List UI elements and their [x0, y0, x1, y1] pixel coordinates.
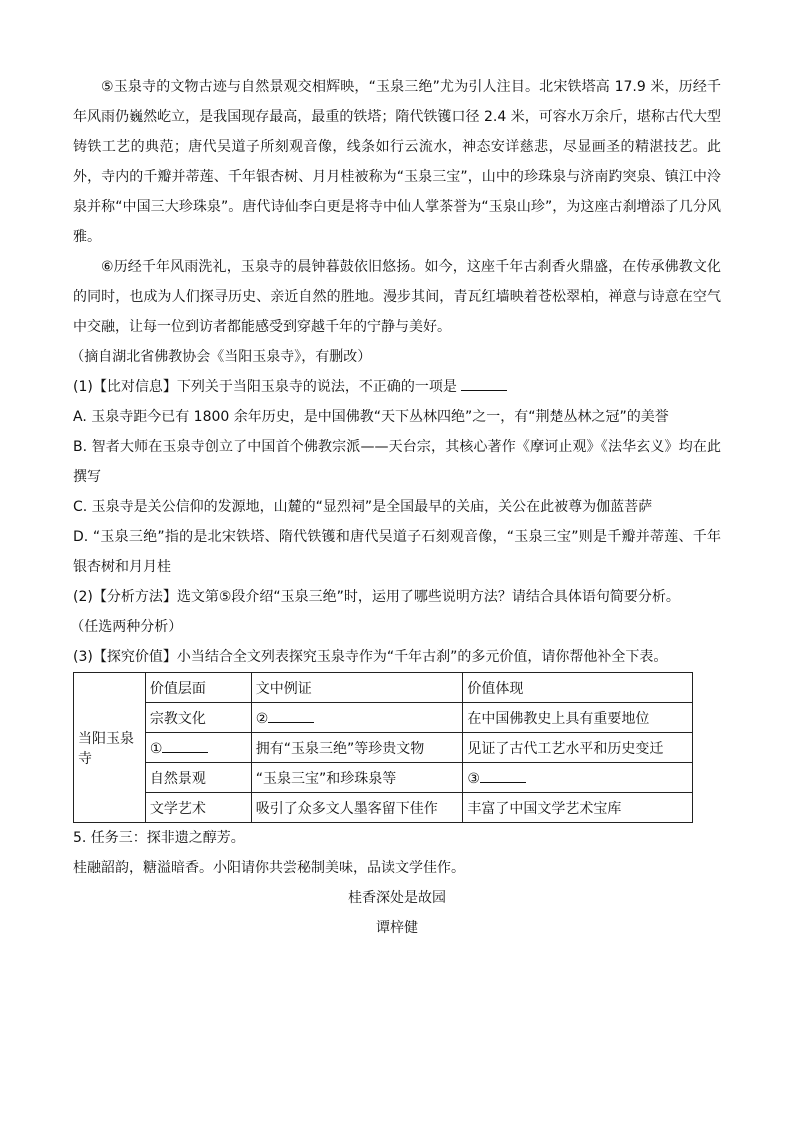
document-body	[70, 72, 721, 943]
value-table	[73, 672, 693, 823]
table-header-cell: 价值体现	[463, 673, 693, 703]
table-row	[74, 733, 693, 763]
question-1-text: (1)【比对信息】下列关于当阳玉泉寺的说法，不正确的一项是	[73, 379, 457, 395]
table-cell-blank-3[interactable]: ③	[463, 763, 693, 793]
option-b: B. 智者大师在玉泉寺创立了中国首个佛教宗派——天台宗，其核心著作《摩诃止观》《法华玄义》均在此撰写	[73, 439, 721, 485]
source-note: （摘自湖北省佛教协会《当阳玉泉寺》，有删改）	[70, 349, 372, 365]
table-cell: 在中国佛教史上具有重要地位	[463, 703, 693, 733]
table-row	[74, 703, 693, 733]
article-author: 谭梓健	[376, 920, 418, 936]
option-d: D. “玉泉三绝”指的是北宋铁塔、隋代铁镬和唐代吴道子石刻观音像，“玉泉三宝”则是千瓣并蒂莲、千年银杏树和月月桂	[73, 529, 721, 575]
question-3: (3)【探究价值】小当结合全文列表探究玉泉寺作为“千年古刹”的多元价值，请你帮他补全下表。	[73, 649, 668, 665]
option-a: A. 玉泉寺距今已有 1800 余年历史，是中国佛教“天下丛林四绝”之一，有“荆楚丛林之冠”的美誉	[73, 409, 669, 425]
table-cell: 文学艺术	[145, 793, 251, 823]
table-cell: 丰富了中国文学艺术宝库	[463, 793, 693, 823]
table-header-cell: 文中例证	[251, 673, 463, 703]
question-2: (2)【分析方法】选文第⑤段介绍“玉泉三绝”时，运用了哪些说明方法？请结合具体语句简要分析。	[73, 589, 680, 605]
table-row-head: 当阳玉泉寺	[74, 673, 146, 823]
table-cell-blank-2[interactable]: ②	[251, 703, 463, 733]
table-header-cell: 价值层面	[145, 673, 251, 703]
table-row	[74, 763, 693, 793]
article-title: 桂香深处是故园	[348, 890, 446, 906]
paragraph-6: ⑥历经千年风雨洗礼，玉泉寺的晨钟暮鼓依旧悠扬。如今，这座千年古刹香火鼎盛，在传承佛教文化的同时，也成为人们探寻历史、亲近自然的胜地。漫步其间，青瓦红墙映着苍松翠柏，禅意与诗意在空气中交融，让每一位到访者都能感受到穿越千年的宁静与美好。	[73, 259, 721, 335]
question-1	[73, 372, 721, 402]
table-row	[74, 793, 693, 823]
table-cell-blank-1[interactable]: ①	[145, 733, 251, 763]
question-2-note: （任选两种分析）	[70, 619, 183, 635]
table-cell: 宗教文化	[145, 703, 251, 733]
table-cell: 自然景观	[145, 763, 251, 793]
table-cell: 见证了古代工艺水平和历史变迁	[463, 733, 693, 763]
option-c: C. 玉泉寺是关公信仰的发源地，山麓的“显烈祠”是全国最早的关庙，关公在此被尊为伽蓝菩萨	[73, 499, 653, 515]
table-cell: 吸引了众多文人墨客留下佳作	[251, 793, 463, 823]
table-header-row	[74, 673, 693, 703]
task-heading: 5. 任务三：探非遗之醇芳。	[73, 830, 245, 846]
task-intro: 桂融韶韵，糖溢暗香。小阳请你共尝秘制美味，品读文学佳作。	[73, 860, 465, 876]
table-cell: “玉泉三宝”和珍珠泉等	[251, 763, 463, 793]
paragraph-5: ⑤玉泉寺的文物古迹与自然景观交相辉映，“玉泉三绝”尤为引人注目。北宋铁塔高 17.9 米，历经千年风雨仍巍然屹立，是我国现存最高，最重的铁塔；隋代铁镬口径 2.4 米，可容水万余斤，堪称古代大型铸铁工艺的典范；唐代吴道子所刻观音像，线条如行云流水，神态安详慈悲，尽显画圣的精湛技艺。此外，寺内的千瓣并蒂莲、千年银杏树、月月桂被称为“玉泉三宝”，山中的珍珠泉与济南趵突泉、镇江中泠泉并称“中国三大珍珠泉”。唐代诗仙李白更是将寺中仙人掌茶誉为“玉泉山珍”，为这座古刹增添了几分风雅。	[73, 79, 721, 245]
answer-blank[interactable]	[461, 376, 507, 391]
table-cell: 拥有“玉泉三绝”等珍贵文物	[251, 733, 463, 763]
